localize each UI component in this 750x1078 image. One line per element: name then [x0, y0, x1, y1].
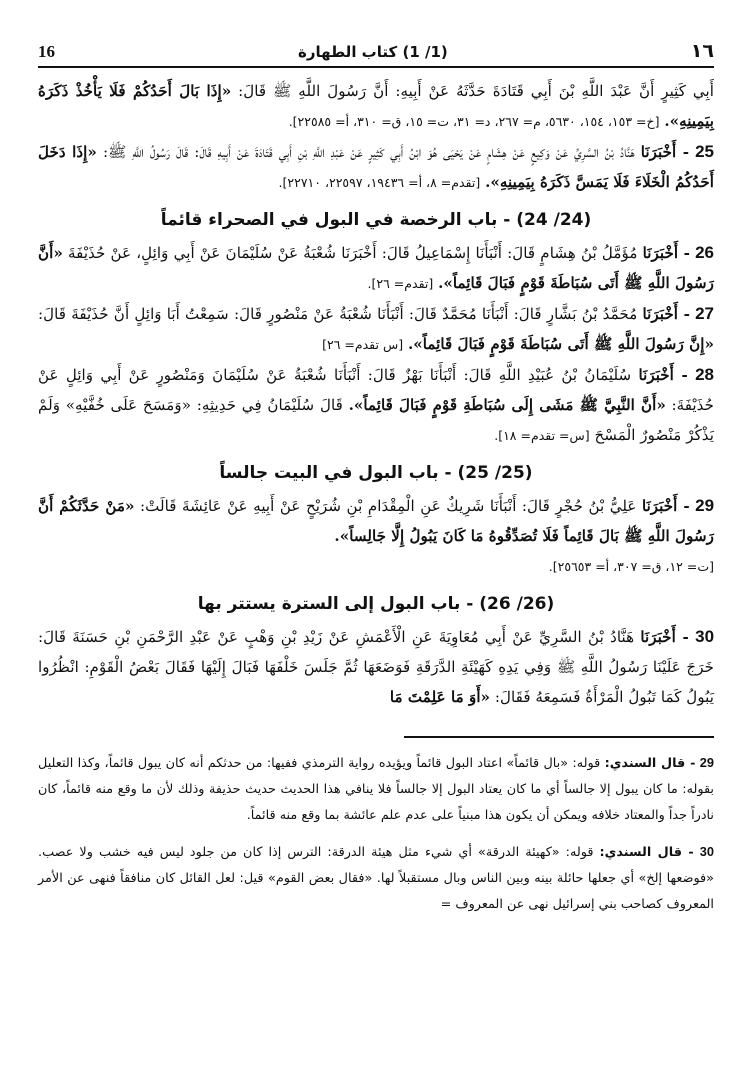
book-page [38, 28, 714, 1068]
hadith-opening: - أَخْبَرَنَا [638, 366, 688, 384]
chapter-heading-24: (24/ 24) - باب الرخصة في البول في الصحراء قائماً [160, 210, 592, 230]
hadith-text: مُحَمَّدُ بْنُ بَشَّارٍ قَالَ: أَنْبَأَنَا مُحَمَّدٌ قَالَ: أَنْبَأَنَا شُعْبَةُ عَنْ مَنْصُورٍ قَالَ: سَمِعْتُ أَبَا وَائِلٍ أَنَّ حُذَيْفَةَ قَالَ: [38, 305, 638, 323]
hadith-quote: «مَنْ حَدَّثَكُمْ أَنَّ رَسُولَ اللَّهِ ﷺ بَالَ قَائِماً فَلَا تُصَدِّقُوهُ مَا كَانَ يَبُولُ إِلَّا جَالِساً». [38, 497, 714, 545]
hadith-opening: - أَخْبَرَنَا [642, 244, 690, 262]
footnote-text: قوله: «كهيئة الدرقة» أي شيء مثل هيئة الدرقة: الترس إذا كان من جلود ليس فيه خشب ولا عصب. «فوضعها إلخ» أي جعلها حائلة بينه وبين الناس وبال مستقبلاً لها. «فقال بعض القوم» قيل: لعل القائل كان منافقاً فنهى عن الأمر المعروف كصاحب بني إسرائيل نهى عن المعروف = [38, 845, 714, 912]
hadith-text-continued: قَالَ سُلَيْمَانُ فِي حَدِيثِهِ: «وَمَسَحَ عَلَى خُفَّيْهِ» وَلَمْ يَذْكُرْ مَنْصُورٌ الْمَسْحَ [38, 396, 714, 444]
hadith-text: هَنَّادُ بْنُ السَّرِيِّ عَنْ أَبِي مُعَاوِيَةَ عَنِ الْأَعْمَشِ عَنْ زَيْدِ بْنِ وَهْبٍ عَنْ عَبْدِ الرَّحْمَنِ بْنِ حَسَنَةَ قَالَ: خَرَجَ عَلَيْنَا رَسُولُ اللَّهِ ﷺ وَفِي يَدِهِ كَهَيْئَةِ الدَّرَقَةِ فَوَضَعَهَا ثُمَّ جَلَسَ خَلْفَهَا فَبَالَ إِلَيْهَا فَقَالَ بَعْضُ الْقَوْمِ: انْظُرُوا يَبُولُ كَمَا تَبُولُ الْمَرْأَةُ فَسَمِعَهُ فَقَالَ: [38, 628, 714, 706]
hadith-26 [38, 238, 714, 299]
page-number-latin: 16 [38, 42, 55, 61]
footnote-label: - قال السندي: [604, 756, 696, 771]
footnotes [38, 750, 714, 918]
page-body [38, 68, 714, 918]
hadith-reference: [س تقدم= ٢٦] [322, 337, 404, 352]
footnote-number: 30 [699, 844, 714, 859]
hadith-text: هَنَّادُ بْنُ السَّرِيِّ عَنْ وَكِيعٍ عَنْ هِشَامٍ عَنْ يَحْيَى هُوَ ابْنُ أَبِي كَثِيرٍ عَنْ عَبْدِ اللَّهِ بْنِ أَبِي قَتَادَةَ عَنْ أَبِيهِ قَالَ: قَالَ رَسُولُ اللَّهِ ﷺ: [102, 143, 635, 161]
hadith-text: أَبِي كَثِيرٍ أَنَّ عَبْدَ اللَّهِ بْنَ أَبِي قَتَادَةَ حَدَّثَهُ عَنْ أَبِيهِ: أَنَّ رَسُولَ اللَّهِ ﷺ قَالَ: [238, 82, 715, 100]
hadith-number: 26 [695, 243, 715, 262]
hadith-quote: «إِنَّ رَسُولَ اللَّهِ ﷺ أَتَى سُبَاطَةَ قَوْمٍ فَبَالَ قَائِماً». [407, 335, 714, 353]
hadith-text: سُلَيْمَانُ بْنُ عُبَيْدِ اللَّهِ قَالَ: أَنْبَأَنَا بَهْزٌ قَالَ: أَنْبَأَنَا شُعْبَةُ عَنْ سُلَيْمَانَ وَمَنْصُورٍ عَنْ أَبِي وَائِلٍ عَنْ حُذَيْفَةَ: [38, 366, 715, 414]
page-header [38, 28, 714, 68]
hadith-reference: [ت= ١٢، ق= ٣٠٧، أ= ٢٥٦٥٣]. [548, 559, 714, 574]
footnote-divider [404, 736, 714, 738]
hadith-25 [38, 137, 714, 198]
hadith-quote: «أَوَ مَا عَلِمْتَ مَا [389, 688, 491, 706]
hadith-28 [38, 360, 714, 451]
footnote-number: 29 [699, 755, 714, 770]
page-number-arabic: ١٦ [690, 40, 714, 62]
hadith-opening: - أَخْبَرَنَا [642, 305, 690, 323]
footnote-30 [38, 839, 714, 918]
hadith-quote: «إِذَا بَالَ أَحَدُكُمْ فَلَا يَأْخُذْ ذَكَرَهُ بِيَمِينِهِ». [38, 82, 714, 130]
hadith-text: مُؤَمَّلُ بْنُ هِشَامٍ قَالَ: أَنْبَأَنَا إِسْمَاعِيلُ قَالَ: أَخْبَرَنَا شُعْبَةُ عَنْ سُلَيْمَانَ عَنْ أَبِي وَائِلٍ، عَنْ حُذَيْفَةَ [68, 244, 638, 262]
hadith-number: 28 [695, 365, 715, 384]
hadith-continuation [38, 76, 714, 137]
hadith-29 [38, 491, 714, 582]
hadith-30 [38, 622, 714, 712]
footnote-29 [38, 750, 714, 829]
hadith-reference: [تقدم= ٢٦]. [367, 276, 434, 291]
hadith-opening: - أَخْبَرَنَا [641, 497, 690, 515]
hadith-opening: - أَخْبَرَنَا [640, 143, 690, 161]
hadith-number: 29 [695, 496, 715, 515]
footnote-text: قوله: «بال قائماً» اعتاد البول قائماً ويؤيده رواية الترمذي ففيها: من حدثكم أنه كان يبول قائماً، وكذا التعليل بقوله: ما كان يبول إلا جالساً أي ما كان يعتاد البول إلا جالساً فلا ينافي هذا الحديث حديث حذيفة وذلك لأن ما وقع منه قائماً، كان نادراً جداً والمعتاد خلافه ويمكن أن يكون هذا مبنياً على عدم علم عائشة بما وقع منه قائماً. [38, 756, 714, 823]
hadith-quote: «إِذَا دَخَلَ أَحَدُكُمُ الْخَلَاءَ فَلَا يَمَسَّ ذَكَرَهُ بِيَمِينِهِ». [38, 143, 714, 191]
chapter-heading-25: (25/ 25) - باب البول في البيت جالساً [219, 463, 533, 483]
hadith-number: 25 [695, 142, 714, 161]
hadith-reference: [س= تقدم= ١٨]. [494, 428, 590, 443]
hadith-number: 30 [695, 627, 715, 646]
hadith-reference: [خ= ١٥٣، ١٥٤، ٥٦٣٠، م= ٢٦٧، د= ٣١، ت= ١٥، ق= ٣١٠، أ= ٢٢٥٨٥]. [288, 114, 660, 129]
hadith-reference: [تقدم= ٨، أ= ١٩٤٣٦، ٢٢٥٩٧، ٢٢٧١٠]. [278, 175, 481, 190]
book-title: (1/ 1) كتاب الطهارة [298, 43, 448, 61]
hadith-27 [38, 299, 714, 360]
footnote-label: - قال السندي: [599, 845, 694, 860]
hadith-number: 27 [695, 304, 714, 323]
chapter-heading-26: (26/ 26) - باب البول إلى السترة يستتر بها [197, 594, 555, 614]
hadith-text: عَلِيُّ بْنُ حُجْرٍ قَالَ: أَنْبَأَنَا شَرِيكٌ عَنِ الْمِقْدَامِ بْنِ شُرَيْحٍ عَنْ أَبِيهِ عَنْ عَائِشَةَ قَالَتْ: [140, 497, 637, 515]
hadith-quote: «أَنَّ رَسُولَ اللَّهِ ﷺ أَتَى سُبَاطَةَ قَوْمٍ فَبَالَ قَائِماً». [38, 244, 714, 292]
hadith-quote: «أَنَّ النَّبِيَّ ﷺ مَشَى إِلَى سُبَاطَةِ قَوْمٍ فَبَالَ قَائِماً». [348, 396, 666, 414]
hadith-opening: - أَخْبَرَنَا [640, 628, 689, 646]
